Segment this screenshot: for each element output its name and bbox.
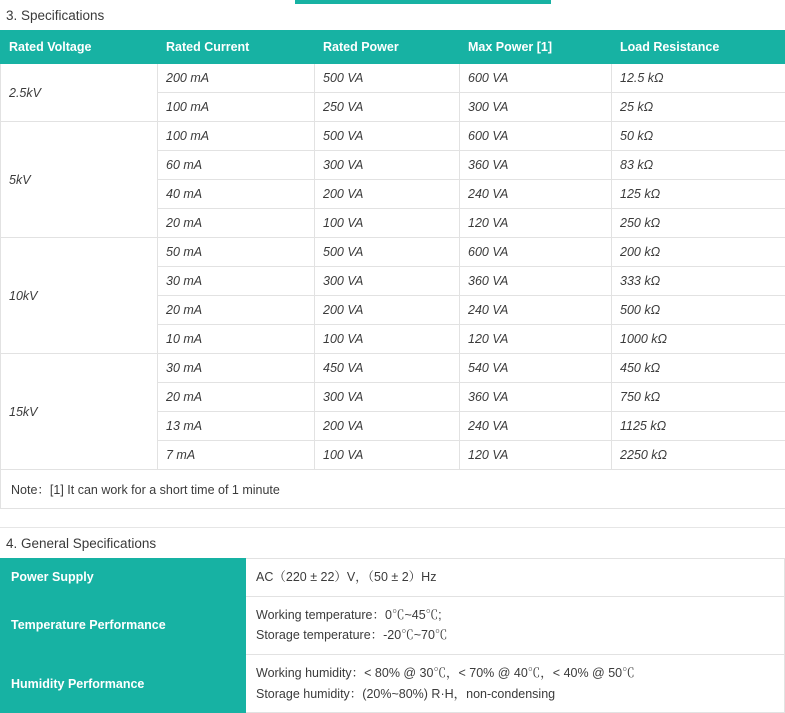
row-label-power-supply: Power Supply bbox=[1, 559, 246, 597]
column-header-load-resistance: Load Resistance bbox=[612, 31, 785, 64]
cell-load-resistance: 333 kΩ bbox=[612, 267, 785, 296]
cell-current: 60 mA bbox=[158, 151, 315, 180]
cell-power: 100 VA bbox=[315, 325, 460, 354]
cell-power: 500 VA bbox=[315, 122, 460, 151]
table-footnote: Note：[1] It can work for a short time of 1 minute bbox=[1, 470, 785, 509]
cell-power: 200 VA bbox=[315, 296, 460, 325]
value-line: Storage humidity：(20%~80%) R·H，non-condensing bbox=[256, 684, 774, 705]
cell-max-power: 240 VA bbox=[460, 412, 612, 441]
cell-load-resistance: 450 kΩ bbox=[612, 354, 785, 383]
cell-max-power: 300 VA bbox=[460, 93, 612, 122]
cell-load-resistance: 25 kΩ bbox=[612, 93, 785, 122]
cell-current: 30 mA bbox=[158, 354, 315, 383]
cell-power: 300 VA bbox=[315, 151, 460, 180]
cell-current: 20 mA bbox=[158, 383, 315, 412]
cell-voltage: 2.5kV bbox=[1, 64, 158, 122]
value-line: Storage temperature：-20℃~70℃ bbox=[256, 625, 774, 646]
cell-current: 10 mA bbox=[158, 325, 315, 354]
table-row bbox=[1, 122, 785, 151]
cell-load-resistance: 200 kΩ bbox=[612, 238, 785, 267]
cell-power: 250 VA bbox=[315, 93, 460, 122]
column-header-rated-power: Rated Power bbox=[315, 31, 460, 64]
value-line: AC（220 ± 22）V，（50 ± 2）Hz bbox=[256, 567, 774, 588]
cell-voltage: 15kV bbox=[1, 354, 158, 470]
cell-max-power: 240 VA bbox=[460, 296, 612, 325]
column-header-rated-voltage: Rated Voltage bbox=[1, 31, 158, 64]
page-title-specifications: 3. Specifications bbox=[0, 0, 785, 30]
cell-max-power: 360 VA bbox=[460, 383, 612, 412]
column-header-rated-current: Rated Current bbox=[158, 31, 315, 64]
cell-current: 13 mA bbox=[158, 412, 315, 441]
cell-current: 30 mA bbox=[158, 267, 315, 296]
cell-load-resistance: 750 kΩ bbox=[612, 383, 785, 412]
cell-voltage: 10kV bbox=[1, 238, 158, 354]
cell-max-power: 600 VA bbox=[460, 122, 612, 151]
table-note-row bbox=[1, 470, 785, 509]
cell-max-power: 120 VA bbox=[460, 209, 612, 238]
cell-load-resistance: 2250 kΩ bbox=[612, 441, 785, 470]
value-line: Working humidity：< 80% @ 30℃，< 70% @ 40℃，< 40% @ 50℃ bbox=[256, 663, 774, 684]
row-value-humidity-performance bbox=[246, 654, 785, 712]
table-row bbox=[1, 654, 785, 712]
cell-max-power: 600 VA bbox=[460, 64, 612, 93]
cell-voltage: 5kV bbox=[1, 122, 158, 238]
cell-current: 40 mA bbox=[158, 180, 315, 209]
cell-current: 200 mA bbox=[158, 64, 315, 93]
cell-power: 300 VA bbox=[315, 267, 460, 296]
row-value-temperature-performance bbox=[246, 596, 785, 654]
cell-max-power: 360 VA bbox=[460, 267, 612, 296]
cell-max-power: 600 VA bbox=[460, 238, 612, 267]
cell-current: 20 mA bbox=[158, 296, 315, 325]
cell-max-power: 120 VA bbox=[460, 441, 612, 470]
cell-power: 500 VA bbox=[315, 238, 460, 267]
cell-load-resistance: 250 kΩ bbox=[612, 209, 785, 238]
cell-power: 450 VA bbox=[315, 354, 460, 383]
cell-load-resistance: 1000 kΩ bbox=[612, 325, 785, 354]
cell-current: 100 mA bbox=[158, 93, 315, 122]
table-row bbox=[1, 238, 785, 267]
cell-load-resistance: 50 kΩ bbox=[612, 122, 785, 151]
table-row bbox=[1, 354, 785, 383]
cell-power: 200 VA bbox=[315, 412, 460, 441]
cell-max-power: 360 VA bbox=[460, 151, 612, 180]
cell-load-resistance: 125 kΩ bbox=[612, 180, 785, 209]
column-header-max-power: Max Power [1] bbox=[460, 31, 612, 64]
cell-power: 200 VA bbox=[315, 180, 460, 209]
cell-power: 500 VA bbox=[315, 64, 460, 93]
top-accent-bar bbox=[295, 0, 551, 4]
row-value-power-supply bbox=[246, 559, 785, 597]
cell-current: 50 mA bbox=[158, 238, 315, 267]
table-row bbox=[1, 559, 785, 597]
general-specifications-table bbox=[0, 558, 785, 713]
table-row bbox=[1, 596, 785, 654]
row-label-humidity-performance: Humidity Performance bbox=[1, 654, 246, 712]
table-row bbox=[1, 64, 785, 93]
cell-current: 7 mA bbox=[158, 441, 315, 470]
row-label-temperature-performance: Temperature Performance bbox=[1, 596, 246, 654]
cell-power: 300 VA bbox=[315, 383, 460, 412]
cell-max-power: 120 VA bbox=[460, 325, 612, 354]
cell-load-resistance: 12.5 kΩ bbox=[612, 64, 785, 93]
value-line: Working temperature：0℃~45℃; bbox=[256, 605, 774, 626]
table-header-row bbox=[1, 31, 785, 64]
cell-load-resistance: 83 kΩ bbox=[612, 151, 785, 180]
cell-current: 20 mA bbox=[158, 209, 315, 238]
cell-max-power: 540 VA bbox=[460, 354, 612, 383]
cell-power: 100 VA bbox=[315, 441, 460, 470]
section-spacer bbox=[0, 509, 785, 527]
page-title-general-specifications: 4. General Specifications bbox=[0, 528, 785, 558]
specifications-table bbox=[0, 30, 785, 509]
cell-power: 100 VA bbox=[315, 209, 460, 238]
cell-current: 100 mA bbox=[158, 122, 315, 151]
cell-load-resistance: 1125 kΩ bbox=[612, 412, 785, 441]
cell-max-power: 240 VA bbox=[460, 180, 612, 209]
cell-load-resistance: 500 kΩ bbox=[612, 296, 785, 325]
